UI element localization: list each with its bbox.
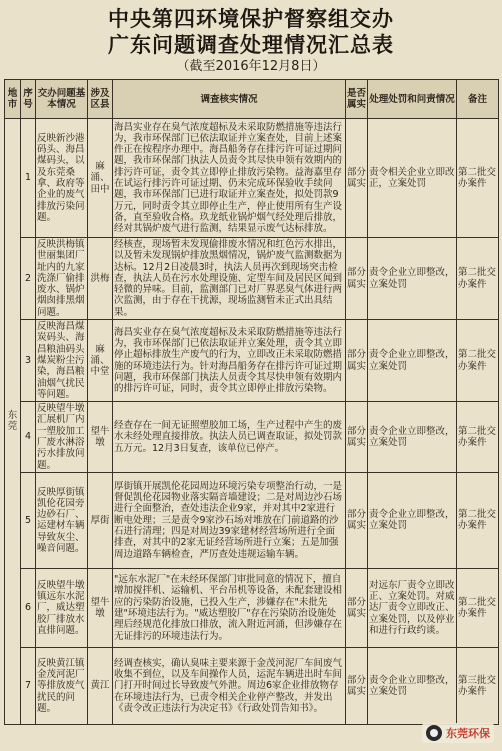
row-verified: 部分属实 <box>346 568 368 647</box>
header-county: 涉及区县 <box>88 80 113 119</box>
table-header-row <box>5 80 499 119</box>
header-investigation: 调查核实情况 <box>113 80 346 119</box>
row-no: 6 <box>21 568 36 647</box>
header-no: 序号 <box>21 80 36 119</box>
row-county: 麻涌、田中 <box>88 119 113 238</box>
row-investigation: 经核查，现场暂未发现偷排废水情况和红色污水排出，以及暂未发现锅炉排放黑烟情况，锅炉废气监测数据为达标。12月2日凌晨3时，执法人员再次到现场突击检查，执法人员在污水处理设施、定型车间及居民区闻到轻微的异味。目前，监测部门已对厂界恶臭气体进行两次监测，由于存在干扰源，现场监测暂未正式出具结果。 <box>113 238 346 320</box>
row-county: 黄江 <box>88 647 113 724</box>
row-handling: 责令企业立即整改，立案处罚 <box>368 320 457 402</box>
row-remark: 第二批交办案件 <box>457 119 499 238</box>
row-verified: 部分属实 <box>346 472 368 568</box>
row-handling: 责令企业立即整改，立案处罚 <box>368 647 457 724</box>
row-county: 望牛墩 <box>88 568 113 647</box>
row-verified: 部分属实 <box>346 119 368 238</box>
row-remark: 第二批交办案件 <box>457 402 499 473</box>
summary-table <box>4 79 499 725</box>
header-handling: 处理处罚和问责情况 <box>368 80 457 119</box>
row-investigation: 海昌实业存在臭气浓度超标及未采取防燃措施等违法行为，我市环保部门已依法取证并立案处理，责令其立即停止超标排放生产废气的行为，立即改正未采取防燃措施的环境违法行为。针对海昌船务存在排污许可证过期问题，我市环保部门执法人员责令其尽快申领有效期内的排污许可证，同时，责令其立即停止排放污染物。 <box>113 320 346 402</box>
row-county: 厚街 <box>88 472 113 568</box>
page-subtitle: （截至2016年12月8日） <box>176 59 326 74</box>
table-row <box>5 568 499 647</box>
row-handling: 责令企业立即整改，立案处罚 <box>368 238 457 320</box>
table-row <box>5 320 499 402</box>
row-remark: 第三批交办案件 <box>457 647 499 724</box>
row-verified: 部分属实 <box>346 402 368 473</box>
row-investigation: 海昌实业存在臭气浓度超标及未采取防燃措施等违法行为，我市环保部门已依法取证并立案查处，目前上述案件正在按程序办理中。海昌船务存在排污许可证过期问题，我市环保部门执法人员责令其尽快申领有效期内的排污许可证，责令其立即停止排放污染物。益海嘉里存在试运行排污许可证过期、仍未完成环保验收手续问题，我市环保部门已进行取证并立案查处，拟处罚款9万元，同时责令其立即停止生产，停止使用所有生产设备，直至验收合格。玖龙纸业锅炉烟气经处理后排放，经对其锅炉废气进行监测，结果显示废气达标排放。 <box>113 119 346 238</box>
city-cell: 东莞 <box>5 119 21 725</box>
row-no: 2 <box>21 238 36 320</box>
row-issue: 反映望牛墩汇展机厂内一塑胶加工厂废水淋浴污水排放问题。 <box>36 402 88 473</box>
row-no: 3 <box>21 320 36 402</box>
row-remark: 第二批交办案件 <box>457 472 499 568</box>
row-handling: 责令企业立即整改，立案处罚 <box>368 402 457 473</box>
row-investigation: 经查存在一间无证照塑胶加工场，生产过程中产生的废水未经处理直接排放。执法人员已调查取证，拟处罚款五万元。12月3日复查，该单位已停产。 <box>113 402 346 473</box>
row-county: 望牛墩 <box>88 402 113 473</box>
table-row <box>5 472 499 568</box>
header-remark: 备注 <box>457 80 499 119</box>
row-investigation: "远东水泥厂"在未经环保部门审批同意的情况下，擅自增加搅拌机、运输机、平台吊机等设备，未配套建设相应的污染防治设施，已投入生产，涉嫌存在"未批先建"环境违法行为。"威达塑胶厂"存在污染防治设施处理后经规范化排放口排放，流入附近河涌，但涉嫌存在无证排污的环境违法行为。 <box>113 568 346 647</box>
page-title-line2: 广东问题调查处理情况汇总表 <box>108 33 394 57</box>
header-verified: 是否属实 <box>346 80 368 119</box>
row-handling: 责令企业立即整改，立案处罚 <box>368 472 457 568</box>
row-issue: 反映洪梅镇世丽集团厂址内的九家洗涤厂偷排废水、锅炉烟囱排黑烟问题。 <box>36 238 88 320</box>
header-city: 地市 <box>5 80 21 119</box>
table-row <box>5 238 499 320</box>
row-investigation: 厚街镇开展凯伦花园周边环境污染专项整治行动，一是督促凯伦花园物业落实隔音墙建设；二是对周边沙石场进行全面整治，查处违法企业9家，并对其中2家进行断电处理；三是责令9家沙石场对堆放在门前道路的沙石进行清理；四是对周边39家建材经营场所进行全面排查，对其中的2家无证经营场所进行立案；五是加强周边道路车辆检查，严厉查处违规运输车辆。 <box>113 472 346 568</box>
table-row <box>5 402 499 473</box>
row-issue: 反映望牛墩镇远东水泥厂，威达塑胶厂排放水直排问题。 <box>36 568 88 647</box>
row-handling: 对远东厂责令立即改正、立案处罚。对威达厂责令立即改正、立案处罚，以及停业和进行行政约谈。 <box>368 568 457 647</box>
table-row <box>5 119 499 238</box>
row-verified: 部分属实 <box>346 320 368 402</box>
watermark <box>422 723 494 743</box>
row-county: 麻涌、中堂 <box>88 320 113 402</box>
row-verified: 部分属实 <box>346 647 368 724</box>
row-issue: 反映新沙港码头、海昌煤码头，以及东莞桑拿、政府等企业的废气排放污染问题。 <box>36 119 88 238</box>
row-no: 7 <box>21 647 36 724</box>
watermark-text: 东莞环保 <box>446 727 490 740</box>
table-row <box>5 647 499 724</box>
row-county: 洪梅 <box>88 238 113 320</box>
row-issue: 反映厚街镇凯伦花园旁边砂石厂、运建材车辆导致灰尘、噪音问题。 <box>36 472 88 568</box>
row-issue: 反映黄江镇金茂河泥厂等排放废气扰民的问题。 <box>36 647 88 724</box>
row-no: 4 <box>21 402 36 473</box>
row-remark: 第二批交办案件 <box>457 568 499 647</box>
row-remark: 第二批交办案件 <box>457 320 499 402</box>
page-title-line1: 中央第四环境保护督察组交办 <box>108 7 394 31</box>
row-issue: 反映海昌煤炭码头、海昌粮油码头煤炭粉尘污染，海昌粮油烟气扰民等问题。 <box>36 320 88 402</box>
row-verified: 部分属实 <box>346 238 368 320</box>
row-no: 1 <box>21 119 36 238</box>
row-remark: 第二批交办案件 <box>457 238 499 320</box>
row-investigation: 经调查核实，确认臭味主要来源于金茂河泥厂车间废气收集不到位，以及车间操作人员，运泥车辆进出时车间门打开时间过长导致废气外泄。周边6家企业排放物存在环境违法行为，已责令相关企业停产整改，并发出《责令改正违法行为决定书》《行政处罚告知书》。 <box>113 647 346 724</box>
wechat-icon <box>426 725 442 741</box>
row-no: 5 <box>21 472 36 568</box>
header-issue: 交办问题基本情况 <box>36 80 88 119</box>
row-handling: 责令相关企业立即改正，立案处罚 <box>368 119 457 238</box>
